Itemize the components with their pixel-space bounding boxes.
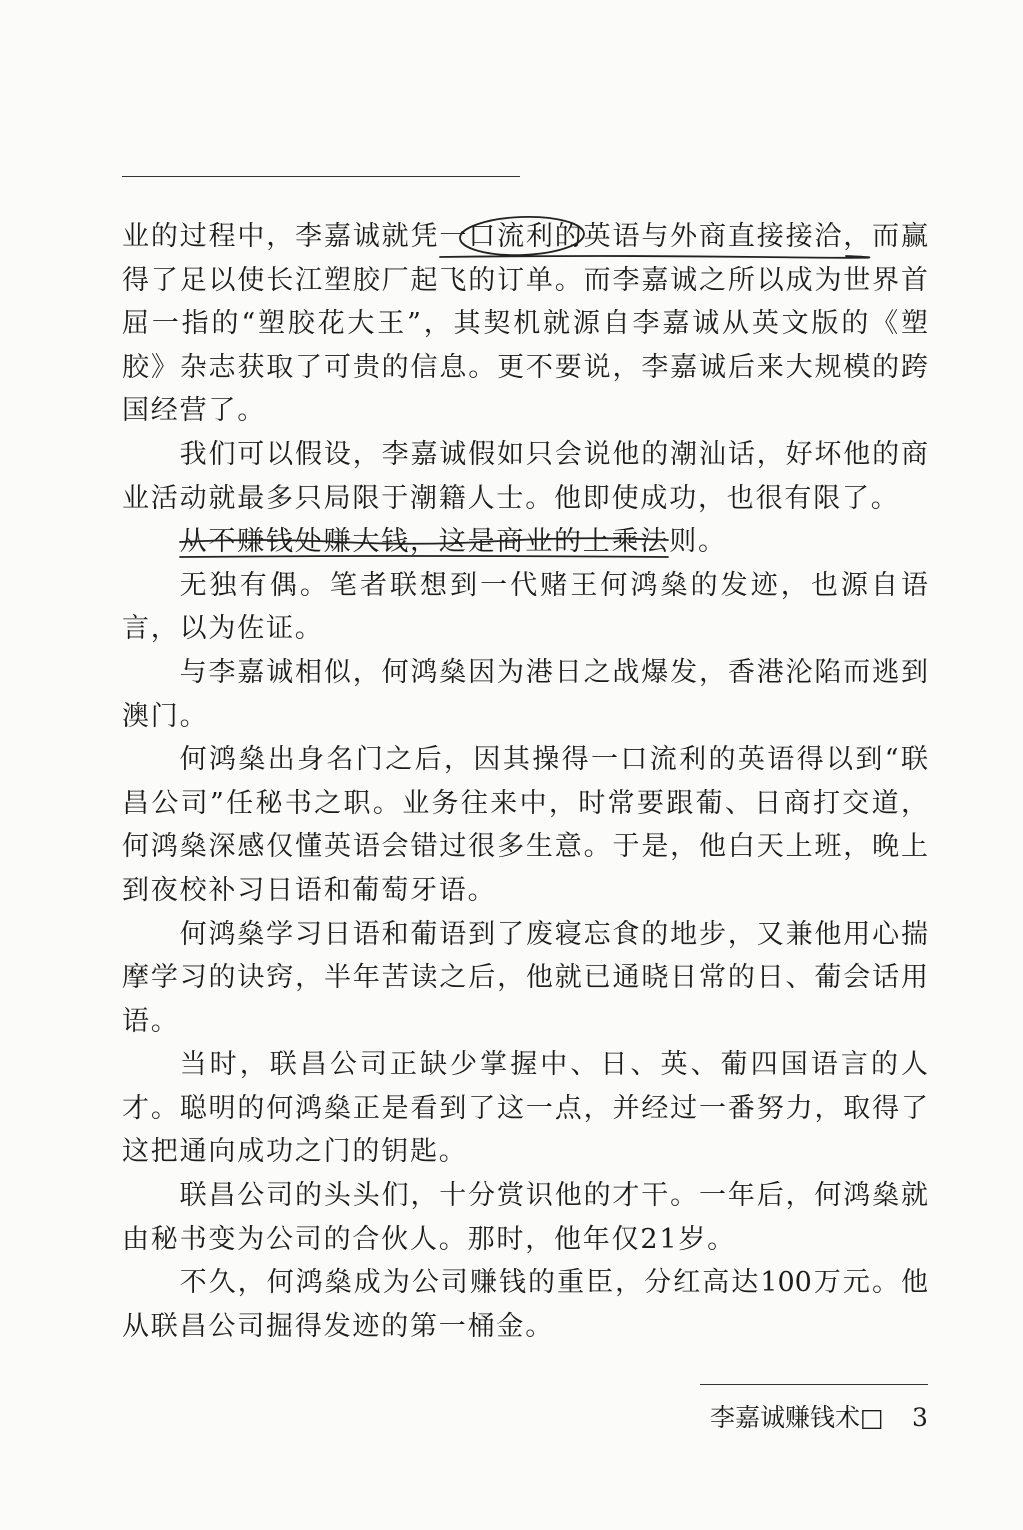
text-line: 联昌公司的头头们，十分赏识他的才干。一年后，何鸿燊就	[179, 1180, 928, 1212]
text-line: 才。聪明的何鸿燊正是看到了这一点，并经过一番努力，取得了	[122, 1092, 928, 1124]
paragraph	[122, 564, 928, 651]
running-title: 李嘉诚赚钱术□	[710, 1403, 884, 1432]
text-line: 这把通向成功之门的钥匙。	[122, 1136, 468, 1168]
text-line: 摩学习的诀窍，半年苦读之后，他就已通晓日常的日、葡会话用	[122, 962, 928, 994]
paragraph	[122, 1174, 928, 1261]
text-line: 业的过程中，李嘉诚就凭一口流利的英语与外商直接接洽，而赢	[122, 221, 928, 252]
paragraph	[122, 215, 928, 433]
text-line: 我们可以假设，李嘉诚假如只会说他的潮汕话，好坏他的商	[179, 438, 928, 470]
text-line: 国经营了。	[122, 395, 266, 427]
paragraph	[122, 651, 928, 738]
paragraph	[122, 520, 928, 564]
text-line: 无独有偶。笔者联想到一代赌王何鸿燊的发迹，也源自语	[179, 569, 928, 601]
text-line: 当时，联昌公司正缺少掌握中、日、英、葡四国语言的人	[179, 1049, 928, 1081]
body-text	[122, 215, 928, 1348]
text-line: 屈一指的“塑胶花大王”，其契机就源自李嘉诚从英文版的《塑	[122, 308, 928, 340]
text-line: 业活动就最多只局限于潮籍人士。他即使成功，也很有限了。	[122, 482, 900, 514]
text-line: 从联昌公司掘得发迹的第一桶金。	[122, 1310, 554, 1342]
page-number: 3	[912, 1403, 928, 1432]
text-line: 得了足以使长江塑胶厂起飞的订单。而李嘉诚之所以成为世界首	[122, 264, 928, 296]
text-line: 不久，何鸿燊成为公司赚钱的重臣，分红高达100万元。他	[179, 1267, 928, 1299]
text-line: 澳门。	[122, 700, 209, 732]
paragraph	[122, 1261, 928, 1348]
text-line: 由秘书变为公司的合伙人。那时，他年仅21岁。	[122, 1223, 736, 1255]
text-line: 昌公司”任秘书之职。业务往来中，时常要跟葡、日商打交道，	[122, 787, 928, 819]
paragraph	[122, 1043, 928, 1174]
paragraph	[122, 913, 928, 1044]
top-rule	[122, 176, 520, 177]
text-line: 语。	[122, 1005, 180, 1037]
text-line: 何鸿燊深感仅懂英语会错过很多生意。于是，他白天上班，晚上	[122, 831, 928, 863]
paragraph	[122, 738, 928, 912]
text-line: 胶》杂志获取了可贵的信息。更不要说，李嘉诚后来大规模的跨	[122, 351, 928, 383]
text-line: 何鸿燊学习日语和葡语到了废寝忘食的地步，又兼他用心揣	[179, 918, 928, 950]
text-line: 到夜校补习日语和葡萄牙语。	[122, 874, 497, 906]
paragraph	[122, 433, 928, 520]
footer-rule	[700, 1384, 928, 1385]
text-line: 从不赚钱处赚大钱，这是商业的上乘法则。	[179, 526, 727, 558]
text-line: 与李嘉诚相似，何鸿燊因为港日之战爆发，香港沦陷而逃到	[179, 656, 928, 688]
text-line: 言，以为佐证。	[122, 613, 324, 645]
text-line: 何鸿燊出身名门之后，因其操得一口流利的英语得以到“联	[179, 744, 928, 776]
